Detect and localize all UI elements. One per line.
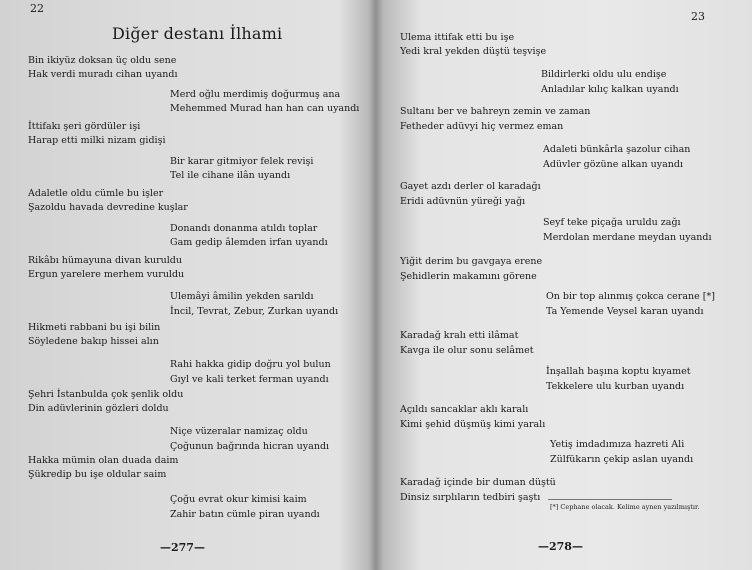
verse-line: Ergun yarelere merhem vuruldu — [28, 269, 185, 280]
verse-line: Bildirlerki oldu ulu endişe — [541, 69, 667, 80]
verse-line: Yiğit derim bu gavgaya erene — [400, 256, 543, 267]
verse-line: İttifakı şeri gördüler işi — [28, 121, 141, 132]
page-number-bottom: —278— — [538, 540, 583, 553]
verse-line: İncil, Tevrat, Zebur, Zurkan uyandı — [170, 306, 339, 317]
verse-line: Merd oğlu merdimiş doğurmuş ana — [170, 89, 341, 100]
verse-line: Sultanı ber ve bahreyn zemin ve zaman — [400, 106, 591, 117]
verse-line: Mehemmed Murad han han can uyandı — [170, 103, 360, 114]
verse-line: Zahir batın cümle piran uyandı — [170, 509, 320, 520]
verse-line: Rahi hakka gidip doğru yol bulun — [170, 359, 331, 370]
verse-line: Gayet azdı derler ol karadağı — [400, 181, 541, 192]
verse-line: Seyf teke piçağa uruldu zağı — [543, 217, 681, 228]
verse-line: Adüvler gözüne alkan uyandı — [543, 159, 683, 170]
verse-line: Zülfükarın çekip aslan uyandı — [550, 454, 694, 465]
verse-line: Anladılar kılıç kalkan uyandı — [541, 84, 679, 95]
verse-line: Şehri İstanbulda çok şenlik oldu — [28, 389, 184, 400]
verse-line: Karadağ içinde bir duman düştü — [400, 477, 556, 488]
verse-line: Ulema ittifak etti bu işe — [400, 32, 515, 43]
footnote: [*] Cephane olacak. Kelime aynen yazılmıştır. — [550, 503, 700, 511]
verse-line: Gıyl ve kali terket ferman uyandı — [170, 374, 329, 385]
verse-line: On bir top alınmış çokca cerane [*] — [546, 291, 715, 302]
verse-line: Çoğunun bağrında hicran uyandı — [170, 441, 330, 452]
verse-line: Tekkelere ulu kurban uyandı — [546, 381, 685, 392]
verse-line: Söyledene bakıp hissei alın — [28, 336, 159, 347]
verse-line: Şükredip bu işe oldular saim — [28, 469, 167, 480]
verse-line: Eridi adüvnün yüreği yağı — [400, 196, 526, 207]
verse-line: Açıldı sancaklar aklı karalı — [400, 404, 529, 415]
verse-line: Ulemâyi âmilin yekden sarıldı — [170, 291, 314, 302]
verse-line: Kimi şehid düşmüş kimi yaralı — [400, 419, 546, 430]
verse-line: Hak verdi muradı cihan uyandı — [28, 69, 178, 80]
verse-line: Fetheder adüvyi hiç vermez eman — [400, 121, 564, 132]
verse-line: Çoğu evrat okur kimisi kaim — [170, 494, 307, 505]
left-page — [0, 0, 372, 570]
verse-line: Bin ikiyüz doksan üç oldu sene — [28, 55, 177, 66]
page-number-bottom: —277— — [160, 541, 205, 554]
verse-line: Yetiş imdadımıza hazreti Ali — [550, 439, 685, 450]
verse-line: Gam gedip âlemden irfan uyandı — [170, 237, 328, 248]
verse-line: Kavga ile olur sonu selâmet — [400, 345, 534, 356]
poem-title: Diğer destanı İlhami — [112, 24, 283, 43]
verse-line: Din adüvlerinin gözleri doldu — [28, 403, 169, 414]
footnote-rule — [548, 499, 672, 500]
verse-line: Şehidlerin makamını görene — [400, 271, 537, 282]
verse-line: Rikâbı hümayuna divan kuruldu — [28, 255, 183, 266]
verse-line: Şazoldu havada devredine kuşlar — [28, 202, 188, 213]
verse-line: Dinsiz sırplıların tedbiri şaştı — [400, 492, 541, 503]
verse-line: Adaleti bünkârla şazolur cihan — [543, 144, 691, 155]
verse-line: Adaletle oldu cümle bu işler — [28, 188, 164, 199]
right-page — [378, 0, 752, 570]
verse-line: Ta Yemende Veysel karan uyandı — [546, 306, 704, 317]
verse-line: Tel ile cihane ilân uyandı — [170, 170, 291, 181]
page-number-top: 22 — [30, 2, 44, 15]
verse-line: Hikmeti rabbani bu işi bilin — [28, 322, 161, 333]
verse-line: Yedi kral yekden düştü teşvişe — [400, 46, 547, 57]
page-number-top: 23 — [691, 10, 705, 23]
verse-line: İnşallah başına koptu kıyamet — [546, 366, 691, 377]
verse-line: Donandı donanma atıldı toplar — [170, 223, 318, 234]
verse-line: Harap etti milki nizam gidişi — [28, 135, 166, 146]
verse-line: Hakka mümin olan duada daim — [28, 455, 179, 466]
verse-line: Karadağ kralı etti ilâmat — [400, 330, 519, 341]
verse-line: Merdolan merdane meydan uyandı — [543, 232, 712, 243]
verse-line: Niçe vüzeralar namizaç oldu — [170, 426, 308, 437]
verse-line: Bir karar gitmiyor felek revişi — [170, 156, 314, 167]
